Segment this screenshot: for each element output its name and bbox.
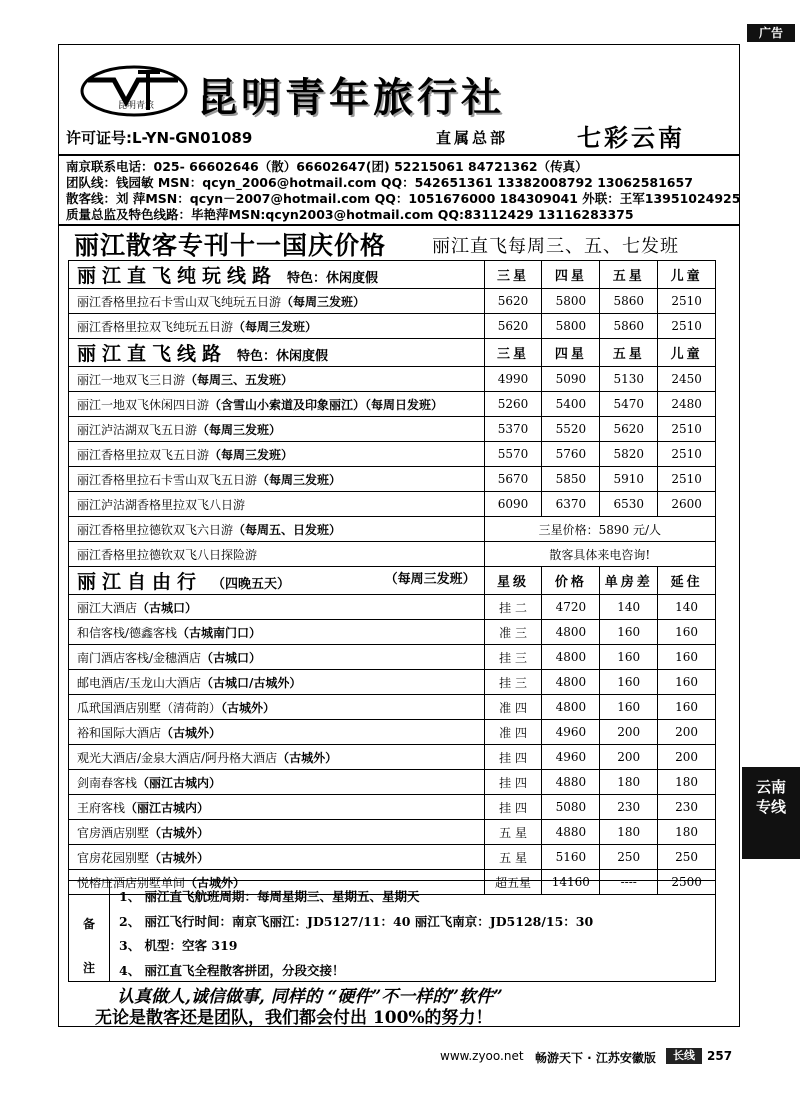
price-cell: 160 xyxy=(600,695,658,720)
table-row xyxy=(69,542,716,567)
route-name: 观光大酒店/金泉大酒店/阿丹格大酒店 xyxy=(77,750,278,765)
price-cell: 2510 xyxy=(658,314,716,339)
price-cell: 挂 四 xyxy=(484,795,542,820)
route-name-cell xyxy=(69,517,485,542)
route-note: （每周三发班） xyxy=(233,319,318,334)
column-header: 五星 xyxy=(600,339,658,367)
price-cell: 2510 xyxy=(658,417,716,442)
section-header xyxy=(69,339,716,367)
price-cell: 4990 xyxy=(484,367,542,392)
route-name: 丽江香格里拉石卡雪山双飞纯玩五日游 xyxy=(77,294,282,309)
table-row xyxy=(69,417,716,442)
price-note-cell: 散客具体来电咨询! xyxy=(484,542,715,567)
price-cell: 5520 xyxy=(542,417,600,442)
section-subtitle: （四晚五天） xyxy=(212,577,291,592)
route-name: 官房花园别墅 xyxy=(77,850,150,865)
price-cell: 5860 xyxy=(600,289,658,314)
route-note: （古城外） xyxy=(221,700,276,715)
table-row xyxy=(69,745,716,770)
footer-tag: 长线 xyxy=(666,1048,702,1064)
remark-line: 2、 丽江飞行时间：南京飞丽江：JD5127/11：40 丽江飞南京：JD5128/15：30 xyxy=(119,914,594,929)
remarks-label-top: 备 xyxy=(83,917,96,931)
price-cell: 挂 四 xyxy=(484,770,542,795)
motto-line-2: 无论是散客还是团队，我们都会付出 100%的努力！ xyxy=(95,1008,493,1028)
column-header: 三星 xyxy=(484,339,542,367)
price-cell: 6530 xyxy=(600,492,658,517)
price-cell: 200 xyxy=(600,745,658,770)
table-row xyxy=(69,720,716,745)
route-name-cell xyxy=(69,442,485,467)
price-cell: 200 xyxy=(600,720,658,745)
table-row xyxy=(69,670,716,695)
column-header: 五星 xyxy=(600,261,658,289)
table-row xyxy=(69,770,716,795)
section-title-cell xyxy=(69,567,485,595)
column-header: 星级 xyxy=(484,567,542,595)
table-row xyxy=(69,289,716,314)
route-note: （古城外） xyxy=(161,725,222,740)
price-cell: 180 xyxy=(600,770,658,795)
route-note: （古城外） xyxy=(149,850,210,865)
divider xyxy=(58,154,740,156)
price-cell: 4800 xyxy=(542,695,600,720)
price-cell: 160 xyxy=(600,620,658,645)
price-cell: 4720 xyxy=(542,595,600,620)
column-header: 单房差 xyxy=(600,567,658,595)
price-cell: 2510 xyxy=(658,442,716,467)
price-cell: 5620 xyxy=(484,289,542,314)
column-header: 四星 xyxy=(542,261,600,289)
price-cell: 挂 二 xyxy=(484,595,542,620)
price-cell: 6090 xyxy=(484,492,542,517)
route-note: （每周三发班） xyxy=(281,294,366,309)
column-header: 三星 xyxy=(484,261,542,289)
price-cell: 五 星 xyxy=(484,845,542,870)
section-title: 丽江自由行 xyxy=(77,571,203,593)
section-note: （每周三发班） xyxy=(384,572,476,587)
route-note: （古城口/古城外） xyxy=(201,675,302,690)
price-cell: 250 xyxy=(600,845,658,870)
route-name-cell xyxy=(69,820,485,845)
table-row xyxy=(69,795,716,820)
route-note: （古城口） xyxy=(201,650,262,665)
route-name: 邮电酒店/玉龙山大酒店 xyxy=(77,675,202,690)
logo-text: 昆明青旅 xyxy=(117,101,155,111)
table-row xyxy=(69,314,716,339)
price-cell: 5860 xyxy=(600,314,658,339)
column-header: 儿童 xyxy=(658,261,716,289)
price-cell: 5820 xyxy=(600,442,658,467)
remark-line: 4、 丽江直飞全程散客拼团，分段交接！ xyxy=(119,963,345,978)
page-number: 257 xyxy=(707,1049,733,1063)
section-title-cell xyxy=(69,261,485,289)
contact-line-quality: 质量总监及特色线路：毕艳萍MSN:qcyn2003@hotmail.com QQ:83112429 13116283375 xyxy=(66,207,634,222)
route-name-cell xyxy=(69,620,485,645)
price-cell: 200 xyxy=(658,720,716,745)
remarks-box xyxy=(68,880,716,982)
footer-url[interactable]: www.zyoo.net xyxy=(440,1049,524,1063)
price-cell: 5910 xyxy=(600,467,658,492)
price-cell: 2500 xyxy=(658,870,716,895)
price-cell: 准 三 xyxy=(484,620,542,645)
table-row xyxy=(69,517,716,542)
route-name: 裕和国际大酒店 xyxy=(77,725,162,740)
price-cell: 5400 xyxy=(542,392,600,417)
price-cell: 6370 xyxy=(542,492,600,517)
route-note: （每周三发班） xyxy=(257,472,342,487)
route-name-cell xyxy=(69,595,485,620)
price-cell: 挂 三 xyxy=(484,645,542,670)
remark-line: 3、 机型：空客 319 xyxy=(119,938,238,953)
route-name-cell xyxy=(69,695,485,720)
price-cell: 230 xyxy=(600,795,658,820)
ad-tag: 广告 xyxy=(747,24,795,42)
price-cell: 160 xyxy=(600,645,658,670)
column-header: 延住 xyxy=(658,567,716,595)
table-row xyxy=(69,442,716,467)
route-name: 悦榕庄酒店别墅单间 xyxy=(77,875,186,890)
section-header xyxy=(69,567,716,595)
route-name-cell xyxy=(69,467,485,492)
route-note: （每周五、日发班） xyxy=(233,522,342,537)
price-table xyxy=(68,260,716,895)
column-header: 价格 xyxy=(542,567,600,595)
route-note: （古城外） xyxy=(277,750,338,765)
price-cell: 4960 xyxy=(542,720,600,745)
price-cell: 200 xyxy=(658,745,716,770)
price-cell: 5260 xyxy=(484,392,542,417)
footer-publication: 畅游天下 · 江苏安徽版 xyxy=(535,1051,656,1065)
price-cell: 5670 xyxy=(484,467,542,492)
side-tab-label: 云南专线 xyxy=(755,778,786,816)
contact-line-group: 团队线：钱园敏 MSN：qcyn_2006@hotmail.com QQ：542651361 13382008792 13062581657 xyxy=(66,175,693,190)
route-name: 瓜玳国酒店别墅（清荷韵） xyxy=(77,700,222,715)
remark-line: 1、 丽江直飞航班周期：每周星期三、星期五、星期天 xyxy=(119,889,420,904)
price-cell: 4800 xyxy=(542,645,600,670)
price-cell: 超五星 xyxy=(484,870,542,895)
table-row xyxy=(69,595,716,620)
top-bar xyxy=(0,0,800,42)
route-name-cell xyxy=(69,720,485,745)
headquarters-label: 直属总部 xyxy=(436,129,509,147)
route-name: 丽江一地双飞休闲四日游 xyxy=(77,397,210,412)
price-cell: 4880 xyxy=(542,820,600,845)
price-cell: 5620 xyxy=(484,314,542,339)
route-name: 和信客栈/德鑫客栈 xyxy=(77,625,178,640)
route-note: （古城口） xyxy=(137,600,198,615)
price-cell: 2600 xyxy=(658,492,716,517)
motto-line-1: 认真做人,诚信做事, 同样的 “硬件”不一样的”软件” xyxy=(117,987,503,1007)
route-name-cell xyxy=(69,795,485,820)
route-note: （丽江古城内） xyxy=(137,775,222,790)
route-name: 丽江泸沽湖香格里拉双飞八日游 xyxy=(77,497,246,512)
section-title: 丽江直飞纯玩线路 xyxy=(77,265,278,287)
price-cell: 4800 xyxy=(542,620,600,645)
price-cell: 5370 xyxy=(484,417,542,442)
price-cell: 5090 xyxy=(542,367,600,392)
table-row xyxy=(69,820,716,845)
price-cell: 5620 xyxy=(600,417,658,442)
price-cell: 4880 xyxy=(542,770,600,795)
route-note: （古城外） xyxy=(149,825,210,840)
section-title: 丽江直飞线路 xyxy=(77,343,228,365)
route-name-cell xyxy=(69,745,485,770)
price-cell: 4800 xyxy=(542,670,600,695)
price-cell: 2510 xyxy=(658,467,716,492)
route-name-cell xyxy=(69,392,485,417)
route-name: 王府客栈 xyxy=(77,800,126,815)
price-cell: 准 四 xyxy=(484,720,542,745)
route-note: （含雪山小索道及印象丽江）（每周日发班） xyxy=(209,397,444,412)
route-name-cell xyxy=(69,492,485,517)
route-name: 丽江大酒店 xyxy=(77,600,138,615)
table-row xyxy=(69,392,716,417)
price-cell: 4960 xyxy=(542,745,600,770)
price-cell: 160 xyxy=(600,670,658,695)
price-cell: 250 xyxy=(658,845,716,870)
price-cell: ---- xyxy=(600,870,658,895)
price-cell: 140 xyxy=(600,595,658,620)
price-cell: 2450 xyxy=(658,367,716,392)
price-cell: 5570 xyxy=(484,442,542,467)
price-cell: 230 xyxy=(658,795,716,820)
price-cell: 180 xyxy=(658,770,716,795)
slogan: 七彩云南 xyxy=(577,124,685,152)
route-name: 官房酒店别墅 xyxy=(77,825,150,840)
remarks-label-bottom: 注 xyxy=(83,961,96,975)
price-cell: 5760 xyxy=(542,442,600,467)
route-name-cell xyxy=(69,367,485,392)
price-cell: 180 xyxy=(600,820,658,845)
company-name: 昆明青年旅行社 xyxy=(197,74,505,121)
route-name: 丽江香格里拉石卡雪山双飞五日游 xyxy=(77,472,258,487)
price-cell: 140 xyxy=(658,595,716,620)
route-note: （每周三、五发班） xyxy=(185,372,294,387)
route-note: （丽江古城内） xyxy=(125,800,210,815)
route-name-cell xyxy=(69,289,485,314)
route-name-cell xyxy=(69,542,485,567)
headline-subtitle: 丽江直飞每周三、五、七发班 xyxy=(432,236,679,257)
price-note-cell: 三星价格：5890 元/人 xyxy=(484,517,715,542)
price-cell: 5470 xyxy=(600,392,658,417)
price-cell: 5130 xyxy=(600,367,658,392)
column-header: 四星 xyxy=(542,339,600,367)
route-name-cell xyxy=(69,417,485,442)
route-name-cell xyxy=(69,770,485,795)
route-name: 剑南春客栈 xyxy=(77,775,138,790)
route-name-cell xyxy=(69,645,485,670)
license-number: 许可证号:L-YN-GN01089 xyxy=(66,129,253,147)
contact-line-phone: 南京联系电话：025- 66602646（散）66602647(团) 52215061 84721362（传真） xyxy=(66,159,588,174)
route-name-cell xyxy=(69,670,485,695)
section-feature: 特色：休闲度假 xyxy=(287,271,379,286)
route-note: （古城南门口） xyxy=(177,625,262,640)
price-cell: 5800 xyxy=(542,314,600,339)
table-row xyxy=(69,695,716,720)
price-cell: 2480 xyxy=(658,392,716,417)
remarks-label xyxy=(69,881,110,981)
price-cell: 5800 xyxy=(542,289,600,314)
route-name: 南门酒店客栈/金穗酒店 xyxy=(77,650,202,665)
price-cell: 2510 xyxy=(658,289,716,314)
route-name: 丽江香格里拉双飞五日游 xyxy=(77,447,210,462)
price-cell: 挂 三 xyxy=(484,670,542,695)
headline-title: 丽江散客专刊十一国庆价格 xyxy=(74,231,387,260)
price-cell: 180 xyxy=(658,820,716,845)
section-header xyxy=(69,261,716,289)
table-row xyxy=(69,645,716,670)
company-logo-icon xyxy=(78,62,190,120)
section-feature: 特色：休闲度假 xyxy=(237,349,329,364)
route-name: 丽江香格里拉德钦双飞八日探险游 xyxy=(77,547,258,562)
price-cell: 5080 xyxy=(542,795,600,820)
section-title-cell xyxy=(69,339,485,367)
table-row xyxy=(69,492,716,517)
price-cell: 5160 xyxy=(542,845,600,870)
price-cell: 准 四 xyxy=(484,695,542,720)
table-row xyxy=(69,845,716,870)
table-row xyxy=(69,367,716,392)
contact-line-individual: 散客线：刘 萍MSN：qcyn－2007@hotmail.com QQ：1051676000 184309041 外联：王军13951024925 xyxy=(66,191,741,206)
price-cell: 五 星 xyxy=(484,820,542,845)
column-header: 儿童 xyxy=(658,339,716,367)
price-cell: 挂 四 xyxy=(484,745,542,770)
price-cell: 160 xyxy=(658,695,716,720)
route-note: （每周三发班） xyxy=(197,422,282,437)
route-note: （古城外） xyxy=(185,875,246,890)
route-name: 丽江香格里拉德钦双飞六日游 xyxy=(77,522,234,537)
route-name-cell xyxy=(69,314,485,339)
route-name: 丽江泸沽湖双飞五日游 xyxy=(77,422,198,437)
route-name: 丽江香格里拉双飞纯玩五日游 xyxy=(77,319,234,334)
table-row xyxy=(69,620,716,645)
side-tab-yunnan xyxy=(742,767,800,859)
price-cell: 160 xyxy=(658,645,716,670)
route-note: （每周三发班） xyxy=(209,447,294,462)
route-name-cell xyxy=(69,845,485,870)
price-cell: 5850 xyxy=(542,467,600,492)
route-name: 丽江一地双飞三日游 xyxy=(77,372,186,387)
price-cell: 160 xyxy=(658,670,716,695)
price-cell: 14160 xyxy=(542,870,600,895)
table-row xyxy=(69,467,716,492)
price-cell: 160 xyxy=(658,620,716,645)
